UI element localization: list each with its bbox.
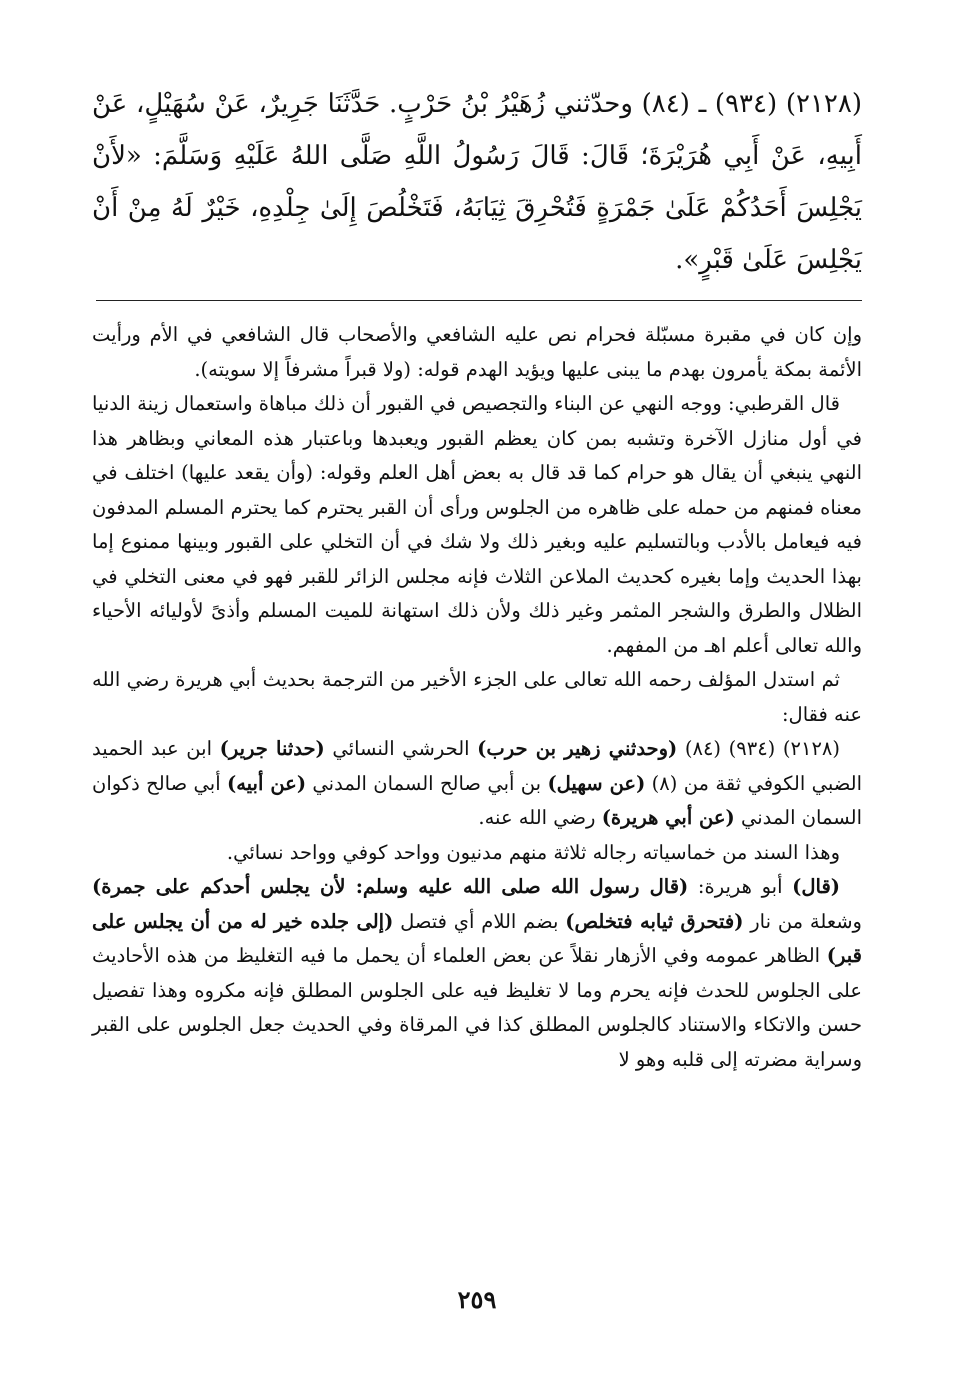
explanation-3: بضم اللام أي فتصل bbox=[400, 909, 559, 933]
explanation-1: أبو هريرة: bbox=[697, 875, 783, 898]
narrator-father: (عن أبيه) bbox=[226, 771, 307, 795]
qala-marker: (قال) bbox=[792, 875, 841, 898]
narrator-note-5: رضي الله عنه. bbox=[478, 806, 596, 829]
commentary-paragraph-6 bbox=[92, 870, 862, 1077]
narrator-suhail: (عن سهيل) bbox=[547, 771, 646, 795]
explanation-2: وشعلة من نار bbox=[750, 909, 862, 933]
explanation-4: الظاهر عمومه وفي الأزهار نقلاً عن بعض العلماء أن يحمل ما فيه التغليظ من هذه الأحاديث على الجلوس للحدث فإنه يحرم وما لا تغليظ فيه على الجلوس المطلق فإنه مكروه وهذا تفصيل حسن والاتكاء والاستناد كالجلوس المطلق كذا في المرقاة وفي الحديث جعل الجلوس على القبر وسراية مضرته إلى قلبه وهو لا bbox=[92, 944, 862, 1071]
hadith-quote-1: (قال رسول الله صلى الله عليه وسلم: لأن يجلس أحدكم على جمرة) bbox=[92, 875, 689, 898]
narrator-note-3: بن أبي صالح السمان المدني bbox=[312, 771, 542, 795]
footnote-divider bbox=[96, 300, 862, 301]
commentary-paragraph-2: قال القرطبي: ووجه النهي عن البناء والتجصيص في القبور أن ذلك مباهاة واستعمال زينة الدنيا في أول منازل الآخرة وتشبه بمن كان يعظم القبور ويعبدها وباعتبار هذه المعاني وبظاهر هذا النهي ينبغي أن يقال هو حرام كما قد قال به بعض أهل العلم وقوله: (وأن يقعد عليها) اختلف في معناه فمنهم من حمله على ظاهره من الجلوس ورأى أن القبر يحترم كما يحترم المسلم المدفون فيه فيعامل بالأدب وبالتسليم عليه وبغير ذلك ولا شك في أن التخلي على القبور وبينها ممنوع إما بهذا الحديث وإما بغيره كحديث الملاعن الثلاث فإنه مجلس الزائر للقبر فهو في معنى التخلي في الظلال والطرق والشجر المثمر وغير ذلك ولأن ذلك استهانة للميت المسلم وأذىً لأوليائه الأحياء والله تعالى أعلم اهـ من المفهم. bbox=[92, 392, 862, 657]
narrator-abu-hurairah: (عن أبي هريرة) bbox=[601, 806, 735, 829]
hadith-text-block bbox=[92, 78, 862, 286]
commentary-paragraph-1: وإن كان في مقبرة مسبّلة فحرام نص عليه الشافعي والأصحاب قال الشافعي في الأم ورأيت الأئمة بمكة يأمرون بهدم ما يبنى عليها ويؤيد الهدم قوله: (ولا قبراً مشرفاً إلا سويته). bbox=[92, 323, 862, 381]
hadith-quote-3: (إلى جلده خير له من أن يجلس على قبر) bbox=[92, 909, 862, 967]
commentary-paragraph-5: وهذا السند من خماسياته رجاله ثلاثة منهم مدنيون وواحد كوفي وواحد نسائي. bbox=[226, 840, 840, 864]
hadith-number-ref: (٢١٢٨) (٩٣٤) (٨٤) bbox=[684, 737, 841, 760]
hadith-paragraph: (٢١٢٨) (٩٣٤) ـ (٨٤) وحدّثني زُهَيْرُ بْنُ حَرْبٍ. حَدَّثَنَا جَرِيرٌ، عَنْ سُهَيْلٍ، عَنْ أَبِيهِ، عَنْ أَبِي هُرَيْرَةَ؛ قَالَ: قَالَ رَسُولُ اللَّهِ صَلَّى اللهُ عَلَيْهِ وَسَلَّمَ: «لأَنْ يَجْلِسَ أَحَدُكُمْ عَلَىٰ جَمْرَةٍ فَتُحْرِقَ ثِيَابَهُ، فَتَخْلُصَ إِلَىٰ جِلْدِهِ، خَيْرٌ لَهُ مِنْ أَنْ يَجْلِسَ عَلَىٰ قَبْرٍ». bbox=[92, 89, 862, 275]
narrator-jarir: (حدثنا جرير) bbox=[219, 737, 325, 760]
hadith-quote-2: (فتحرق ثيابه فتخلص) bbox=[565, 909, 744, 933]
commentary-block bbox=[92, 318, 862, 1077]
narrator-note-4: أبي صالح ذكوان السمان المدني bbox=[92, 771, 862, 829]
commentary-paragraph-4 bbox=[92, 732, 862, 836]
narrator-note-2: ابن عبد الحميد الضبي الكوفي ثقة من (٨) bbox=[92, 737, 862, 795]
narrator-note-1: الحرشي النسائي bbox=[332, 737, 470, 760]
narrator-zuhair: (وحدثني زهير بن حرب) bbox=[477, 737, 678, 760]
commentary-paragraph-3: ثم استدل المؤلف رحمه الله تعالى على الجزء الأخير من الترجمة بحديث أبي هريرة رضي الله عنه فقال: bbox=[92, 668, 862, 726]
page-number: ٢٥٩ bbox=[457, 1285, 497, 1314]
